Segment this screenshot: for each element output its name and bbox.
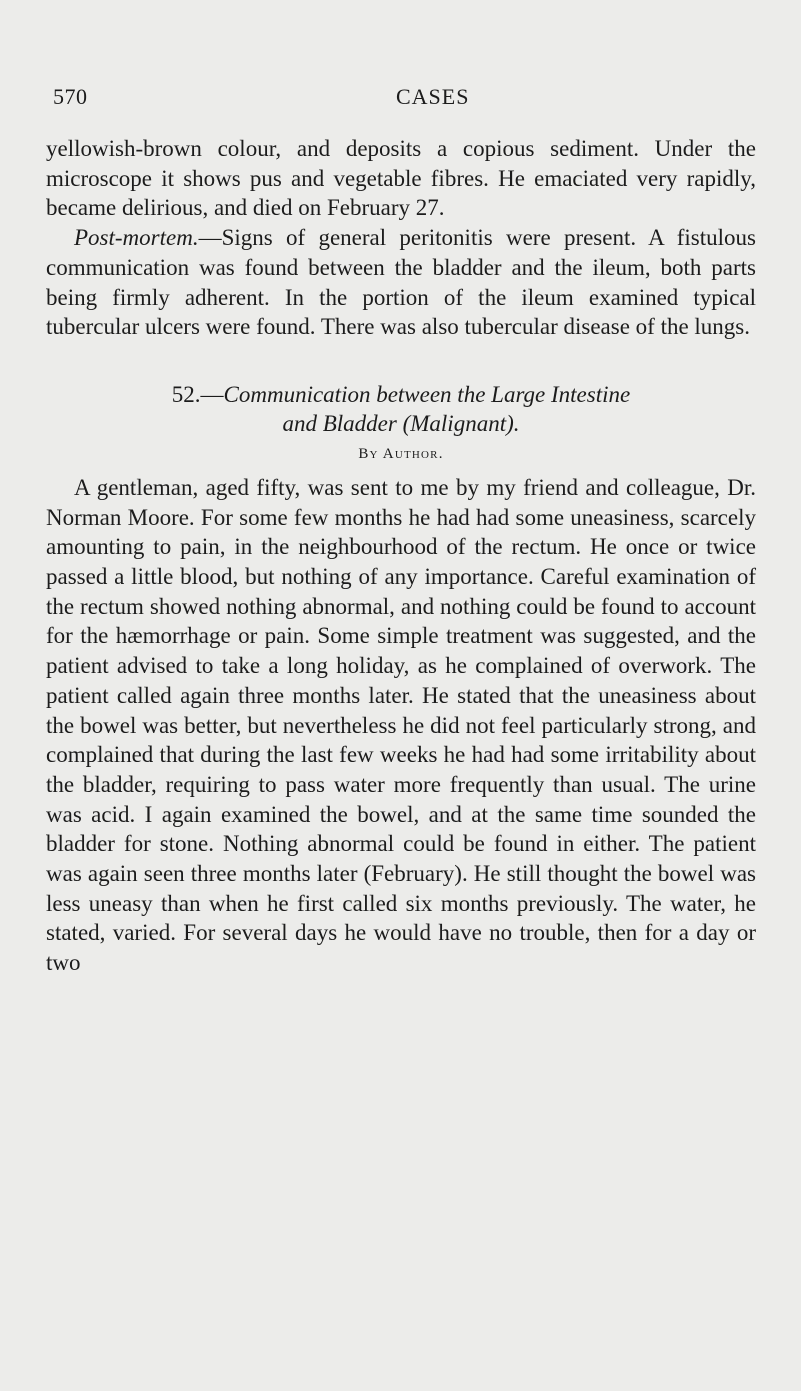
post-mortem-text: —Signs of general peritonitis were present. A fistulous communication was found between the bladder and the ileum, both parts being firmly adherent. In the portion of the ileum examined typical tubercular ulcers were found. There was also tubercular disease of the lungs. [46, 225, 756, 340]
case-heading [46, 380, 756, 439]
byline-text: By Author. [358, 445, 444, 462]
paragraph-continued: yellowish-brown colour, and deposits a copious sediment. Under the microscope it shows pus and vegetable fibres. He emaciated very rapidly, became delirious, and died on February 27. [46, 136, 756, 221]
running-head [46, 0, 756, 124]
running-title: CASES [396, 84, 470, 109]
case-number: 52.— [171, 381, 224, 407]
case-body-paragraph: A gentleman, aged fifty, was sent to me by my friend and colleague, Dr. Norman Moore. For some few months he had had some uneasiness, scarcely amounting to pain, in the neighbourhood of the rectum. He once or twice passed a little blood, but nothing of any importance. Careful examination of the rectum showed nothing abnormal, and nothing could be found to account for the hæmorrhage or pain. Some simple treatment was suggested, and the patient advised to take a long holiday, as he complained of overwork. The patient called again three months later. He stated that the uneasiness about the bowel was better, but nevertheless he did not feel particularly strong, and complained that during the last few weeks he had had some irritability about the bladder, requiring to pass water more frequently than usual. The urine was acid. I again examined the bowel, and at the same time sounded the bladder for stone. Nothing abnormal could be found in either. The patient was again seen three months later (February). He still thought the bowel was less uneasy than when he first called six months previously. The water, he stated, varied. For several days he would have no trouble, then for a day or two [46, 474, 756, 976]
case-title-line-1: Communication between the Large Intestine [223, 381, 631, 407]
post-mortem-lead: Post-mortem. [74, 225, 199, 251]
case-title-line-2-c: ). [506, 411, 520, 437]
case-title-line-2-a: and Bladder ( [282, 411, 411, 437]
byline [46, 446, 756, 463]
paragraph-post-mortem [46, 223, 756, 342]
case-title-line-2-b: Malignant [410, 411, 507, 437]
case-heading-line-1 [46, 380, 756, 410]
page-number: 570 [53, 84, 88, 109]
case-heading-line-2 [46, 409, 756, 439]
